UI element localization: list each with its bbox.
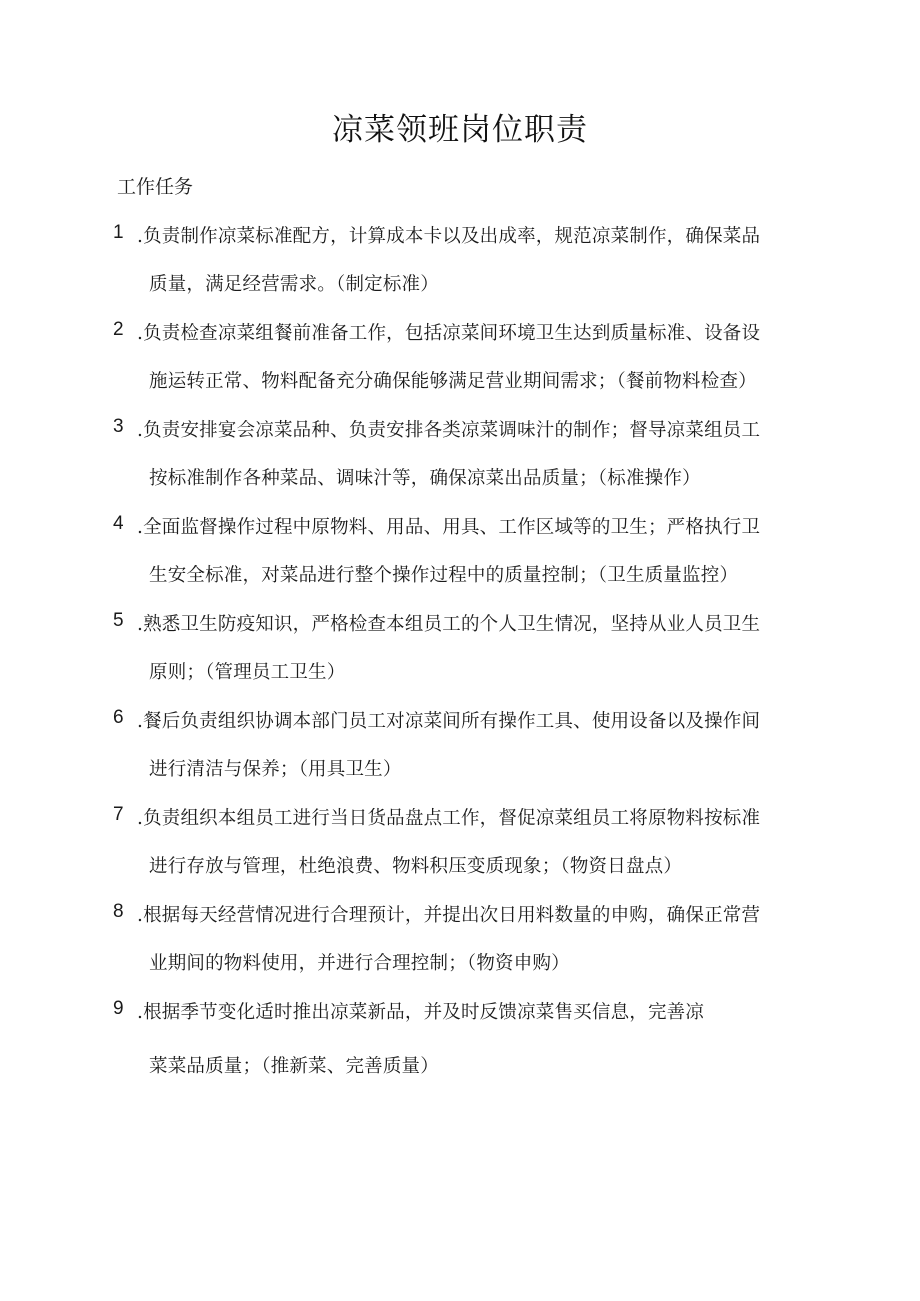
task-text-line1: .负责制作凉菜标准配方，计算成本卡以及出成率，规范凉菜制作，确保菜品 <box>137 226 761 247</box>
task-text-line2: 原则；（管理员工卫生） <box>149 662 346 683</box>
task-text-line1: .熟悉卫生防疫知识，严格检查本组员工的个人卫生情况，坚持从业人员卫生 <box>137 614 761 635</box>
task-text-line2: 进行存放与管理，杜绝浪费、物料积压变质现象；（物资日盘点） <box>149 856 683 877</box>
task-number: 3 <box>113 416 124 437</box>
document-title: 凉菜领班岗位职责 <box>332 112 588 148</box>
task-text-line1: .负责安排宴会凉菜品种、负责安排各类凉菜调味汁的制作；督导凉菜组员工 <box>137 420 761 441</box>
task-item <box>113 214 823 311</box>
task-item <box>113 796 823 893</box>
task-number: 9 <box>113 998 124 1019</box>
task-text-line1: .根据季节变化适时推出凉菜新品，并及时反馈凉菜售买信息，完善凉 <box>137 1002 705 1023</box>
section-heading: 工作任务 <box>117 176 194 198</box>
task-text-line1: .餐后负责组织协调本部门员工对凉菜间所有操作工具、使用设备以及操作间 <box>137 711 761 732</box>
task-item <box>113 699 823 796</box>
task-number: 5 <box>113 610 124 631</box>
task-text-line1: .根据每天经营情况进行合理预计，并提出次日用料数量的申购，确保正常营 <box>137 905 761 926</box>
task-text-line2: 业期间的物料使用，并进行合理控制；（物资申购） <box>149 953 570 974</box>
task-text-line2: 施运转正常、物料配备充分确保能够满足营业期间需求；（餐前物料检查） <box>149 371 757 392</box>
task-item <box>113 990 823 1087</box>
task-list <box>113 214 823 1087</box>
task-item <box>113 602 823 699</box>
task-text-line1: .负责组织本组员工进行当日货品盘点工作，督促凉菜组员工将原物料按标准 <box>137 808 761 829</box>
task-text-line2: 菜菜品质量；（推新菜、完善质量） <box>149 1056 439 1077</box>
task-text-line2: 生安全标准，对菜品进行整个操作过程中的质量控制；（卫生质量监控） <box>149 565 739 586</box>
task-number: 2 <box>113 319 124 340</box>
task-number: 6 <box>113 707 124 728</box>
task-item <box>113 408 823 505</box>
task-text-line1: .全面监督操作过程中原物料、用品、用具、工作区域等的卫生；严格执行卫 <box>137 517 761 538</box>
task-text-line1: .负责检查凉菜组餐前准备工作，包括凉菜间环境卫生达到质量标准、设备设 <box>137 323 761 344</box>
task-number: 7 <box>113 804 124 825</box>
task-number: 4 <box>113 513 124 534</box>
task-text-line2: 质量，满足经营需求。（制定标准） <box>149 274 439 295</box>
task-item <box>113 893 823 990</box>
task-item <box>113 505 823 602</box>
task-text-line2: 进行清洁与保养；（用具卫生） <box>149 759 402 780</box>
task-text-line2: 按标准制作各种菜品、调味汁等，确保凉菜出品质量；（标准操作） <box>149 468 701 489</box>
task-item <box>113 311 823 408</box>
task-number: 1 <box>113 222 124 243</box>
task-number: 8 <box>113 901 124 922</box>
